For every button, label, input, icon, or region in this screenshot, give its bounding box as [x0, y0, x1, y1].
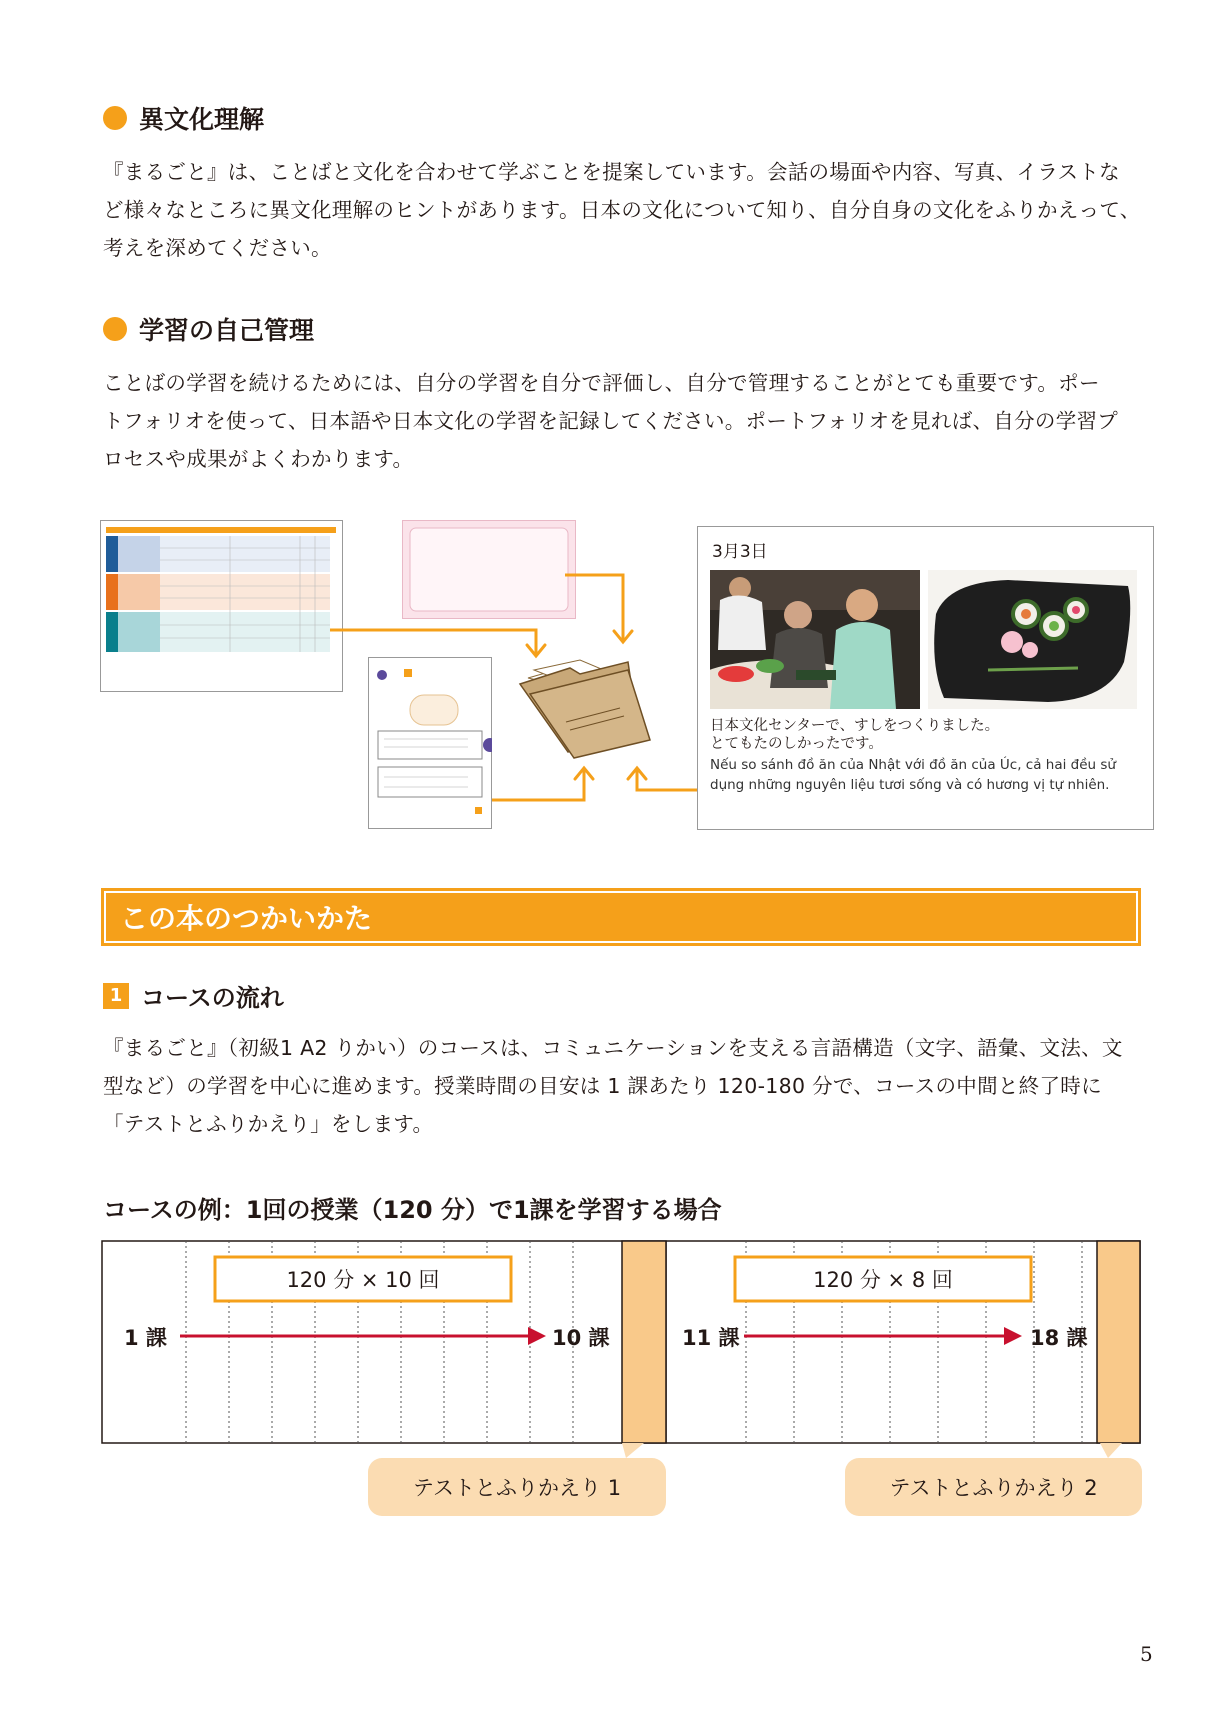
diary-caption-japanese: [710, 717, 999, 753]
page-number: 5: [1140, 1642, 1153, 1666]
paragraph-line: ど様々なところに異文化理解のヒントがあります。日本の文化について知り、自分自身の文化をふりかえって、: [103, 198, 1141, 222]
paragraph-line: ロセスや成果がよくわかります。: [103, 447, 414, 471]
lesson-end-right: 18 課: [1030, 1326, 1088, 1350]
caption-line: dụng những nguyên liệu tươi sống và có hương vị tự nhiên.: [710, 777, 1110, 793]
portfolio-diary-card: [697, 526, 1154, 830]
diary-caption-vietnamese: [710, 755, 1116, 795]
sessions-label-left: 120 分 × 10 回: [286, 1268, 440, 1292]
sushi-class-photo: [710, 570, 920, 709]
paragraph-line: 考えを深めてください。: [103, 236, 332, 260]
sushi-plate-photo: [928, 570, 1137, 709]
course-flow-heading: [103, 978, 284, 1013]
diary-date: 3月3日: [712, 542, 768, 562]
section-title: 学習の自己管理: [139, 316, 315, 345]
lesson-start-right: 11 課: [682, 1326, 740, 1350]
caption-line: Nếu so sánh đồ ăn của Nhật với đồ ăn của Úc, cả hai đều sử: [710, 757, 1116, 773]
sessions-label-right: 120 分 × 8 回: [813, 1268, 953, 1292]
paragraph-line: 型など）の学習を中心に進めます。授業時間の目安は 1 課あたり 120-180 分で、コースの中間と終了時に: [103, 1074, 1102, 1098]
test-column-2: [1097, 1241, 1140, 1443]
how-to-use-banner: [101, 888, 1141, 946]
paragraph-line: 「テストとふりかえり」をします。: [103, 1112, 434, 1136]
caption-line: 日本文化センターで、すしをつくりました。: [710, 718, 1000, 734]
lesson-start-left: 1 課: [124, 1326, 167, 1350]
test-callout-1: テストとふりかえり 1: [368, 1458, 666, 1516]
paragraph-line: 『まるごと』は、ことばと文化を合わせて学ぶことを提案しています。会話の場面や内容、写真、イラストな: [103, 160, 1120, 184]
test-column-1: [622, 1241, 666, 1443]
course-example-title: コースの例：1回の授業（120 分）で1課を学習する場合: [103, 1196, 722, 1224]
paragraph-line: 『まるごと』（初級1 A2 りかい）のコースは、コミュニケーションを支える言語構造（文字、語彙、文法、文: [103, 1036, 1123, 1060]
lesson-end-left: 10 課: [552, 1326, 610, 1350]
section-title: コースの流れ: [141, 984, 284, 1012]
paragraph-line: トフォリオを使って、日本語や日本文化の学習を記録してください。ポートフォリオを見れば、自分の学習プ: [103, 409, 1119, 433]
course-paragraph: [103, 1029, 1143, 1143]
section-title: 異文化理解: [139, 105, 265, 134]
section-number: 1: [103, 983, 129, 1009]
test-callout-2: テストとふりかえり 2: [845, 1458, 1142, 1516]
paragraph-line: ことばの学習を続けるためには、自分の学習を自分で評価し、自分で管理することがとても重要です。ポー: [103, 371, 1100, 395]
banner-title: この本のつかいかた: [104, 891, 1138, 943]
caption-line: とてもたのしかったです。: [710, 736, 883, 752]
